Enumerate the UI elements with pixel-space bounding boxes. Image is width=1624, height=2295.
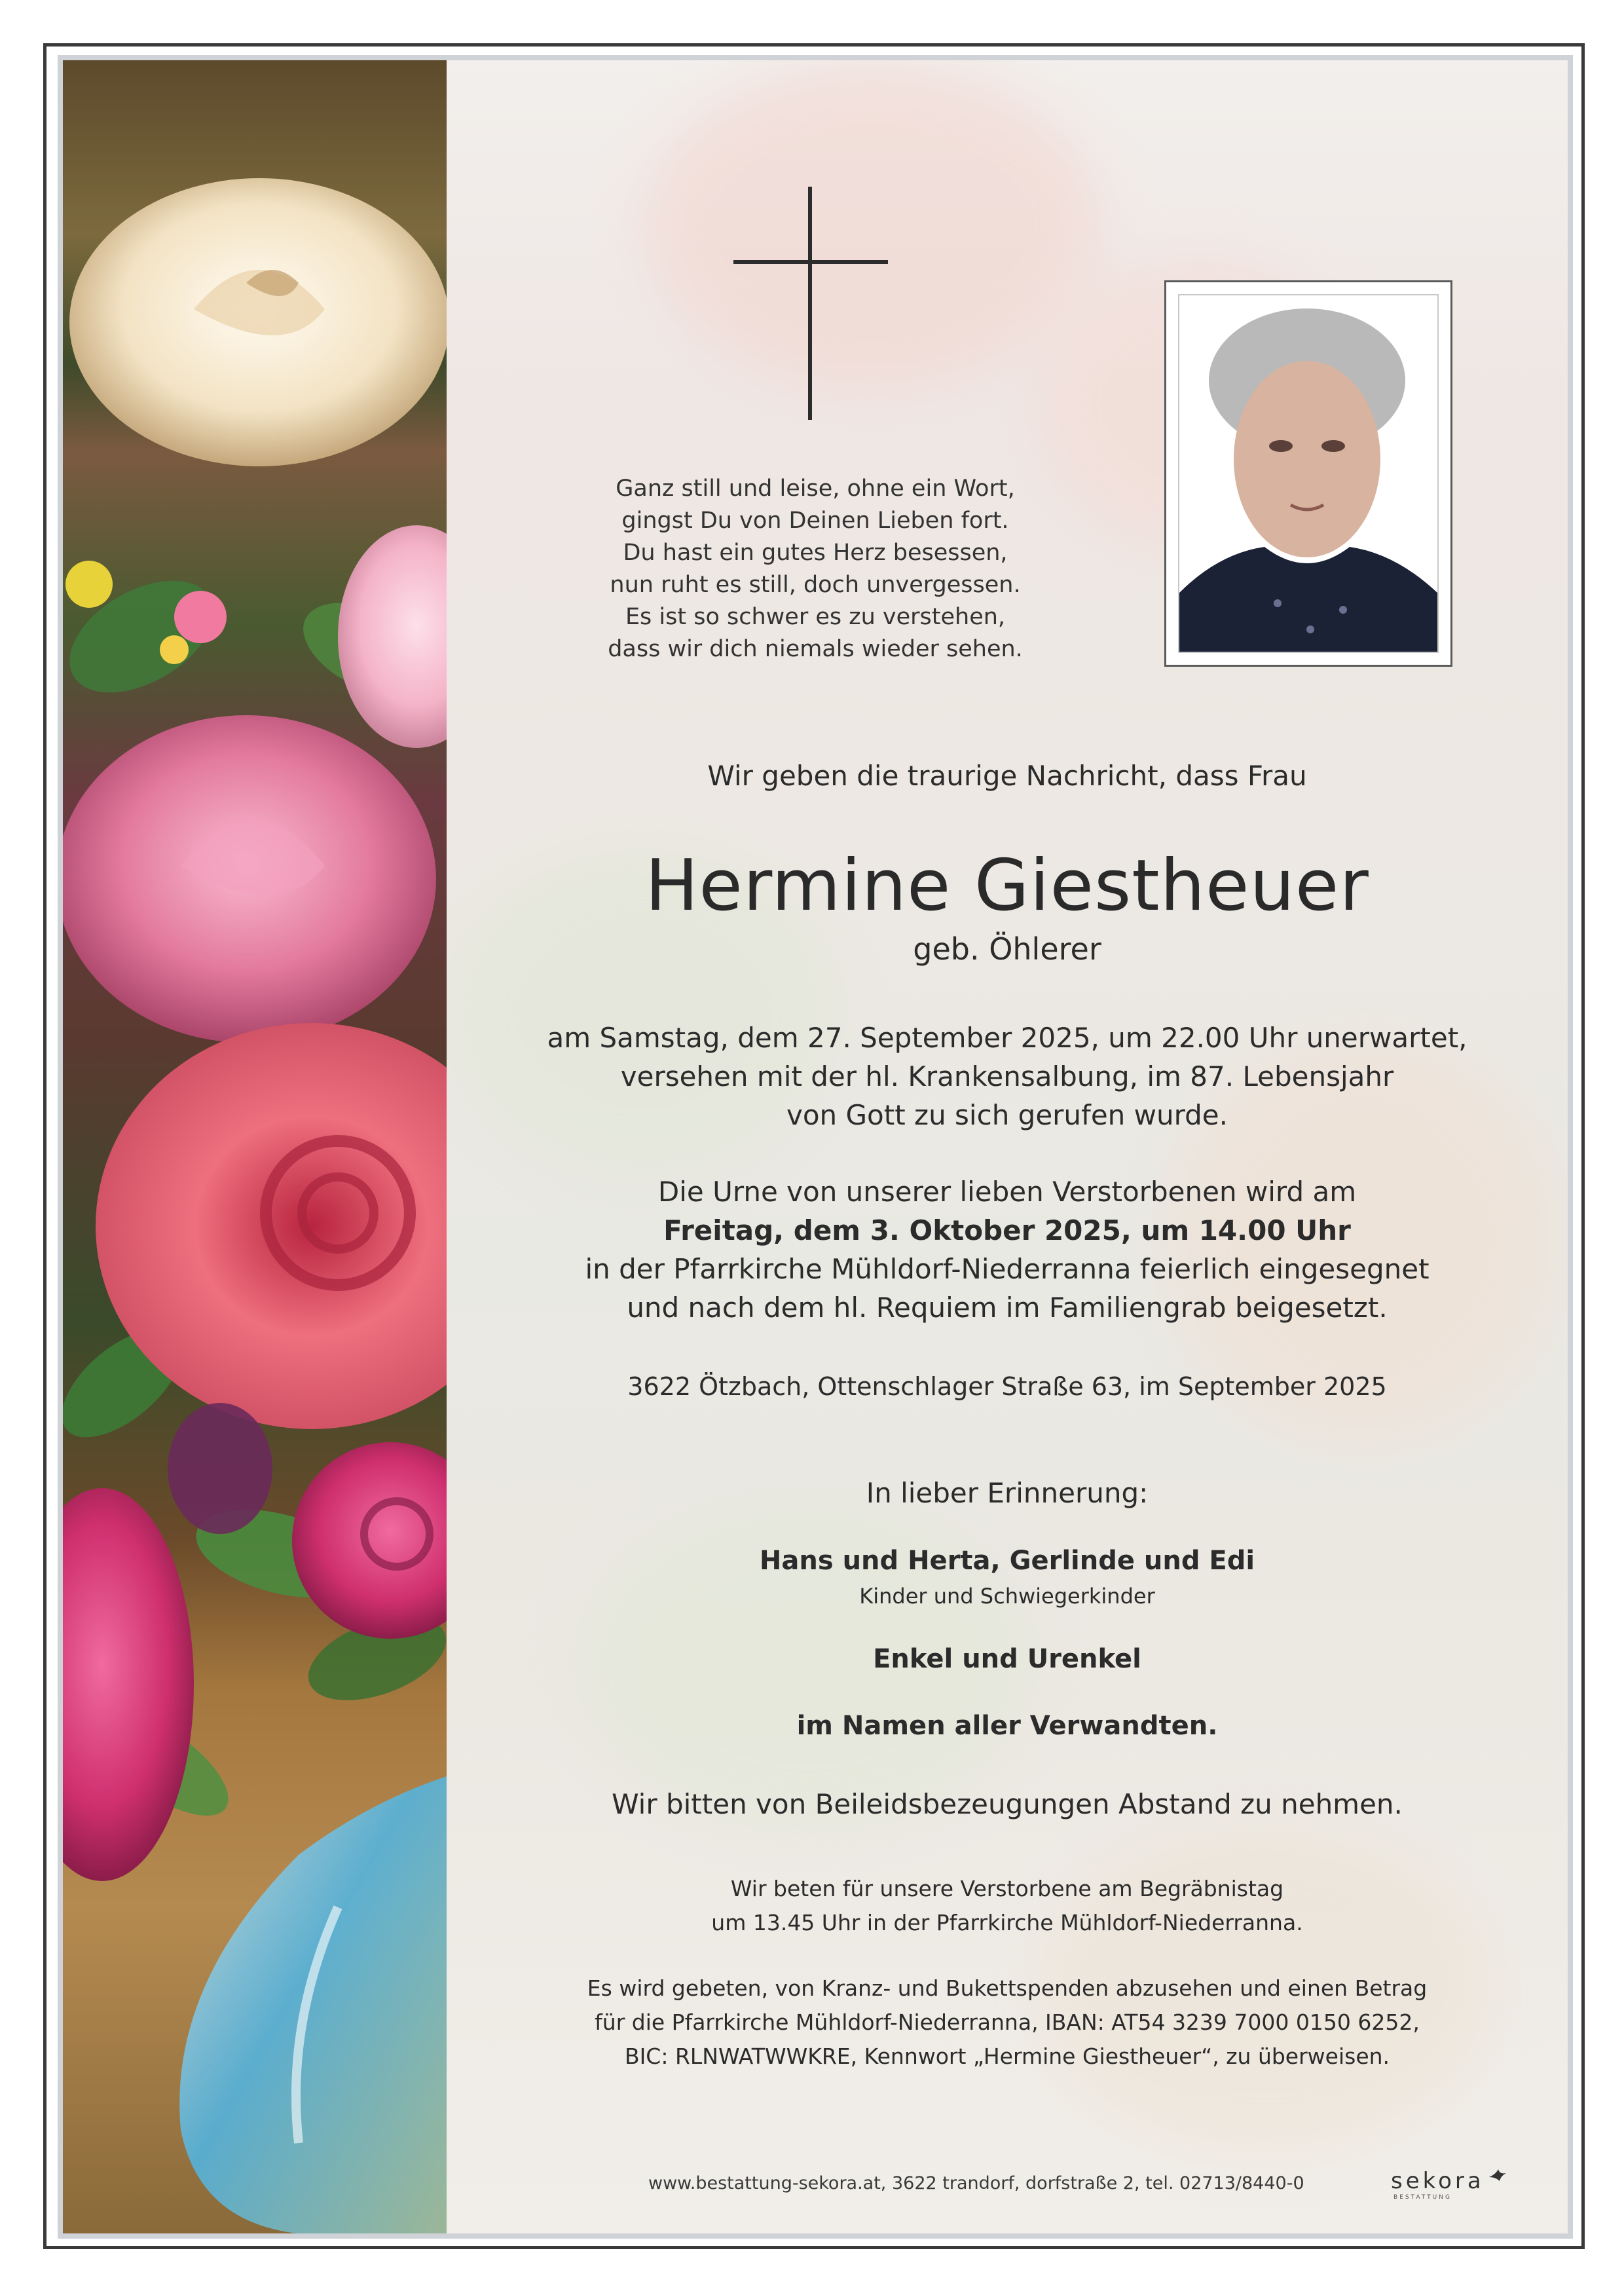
death-notice-line: am Samstag, dem 27. September 2025, um 22.00 Uhr unerwartet, — [547, 1022, 1467, 1054]
donation-notice — [447, 1971, 1568, 2074]
poem-line: Ganz still und leise, ohne ein Wort, — [616, 476, 1015, 502]
maiden-name: geb. Öhlerer — [913, 931, 1101, 967]
memory-heading: In lieber Erinnerung: — [866, 1477, 1149, 1509]
death-notice — [447, 1018, 1568, 1134]
funeral-line: in der Pfarrkirche Mühldorf-Niederranna feierlich eingesegnet — [585, 1253, 1430, 1285]
funeral-notice — [447, 1172, 1568, 1327]
mourner-name: Enkel und Urenkel — [873, 1644, 1141, 1674]
prayer-notice — [447, 1872, 1568, 1940]
footer-contact: www.bestattung-sekora.at, 3622 trandorf, dorfstraße 2, tel. 02713/8440-0 — [648, 2173, 1304, 2193]
logo-name: sekora — [1391, 2168, 1485, 2194]
poem-line: nun ruht es still, doch unvergessen. — [610, 572, 1021, 598]
funeral-line: und nach dem hl. Requiem im Familiengrab beigesetzt. — [627, 1292, 1388, 1324]
mourner-relation: Kinder und Schwiegerkinder — [859, 1584, 1155, 1609]
poem — [537, 473, 1094, 665]
flower-image-strip — [63, 60, 447, 2233]
funeral-date: Freitag, dem 3. Oktober 2025, um 14.00 Uhr — [663, 1214, 1351, 1246]
address-line: 3622 Ötzbach, Ottenschlager Straße 63, im September 2025 — [627, 1372, 1387, 1401]
deceased-name: Hermine Giestheuer — [645, 845, 1369, 927]
sekora-logo — [1391, 2168, 1507, 2201]
prayer-line: um 13.45 Uhr in der Pfarrkirche Mühldorf-Niederranna. — [711, 1910, 1303, 1935]
mourner-name: im Namen aller Verwandten. — [796, 1711, 1218, 1741]
cross-icon — [733, 187, 888, 420]
poem-line: gingst Du von Deinen Lieben fort. — [621, 508, 1009, 534]
roses-illustration — [63, 60, 447, 2233]
portrait-frame — [1164, 280, 1452, 667]
funeral-line: Die Urne von unserer lieben Verstorbenen wird am — [657, 1176, 1357, 1208]
poem-line: dass wir dich niemals wieder sehen. — [608, 636, 1023, 662]
condolence-note: Wir bitten von Beileidsbezeugungen Abstand zu nehmen. — [612, 1788, 1403, 1820]
logo-subtitle: BESTATTUNG — [1393, 2194, 1452, 2201]
donation-line: BIC: RLNWATWWKRE, Kennwort „Hermine Giestheuer“, zu überweisen. — [624, 2043, 1390, 2069]
portrait-photo — [1178, 294, 1439, 653]
mourner-name: Hans und Herta, Gerlinde und Edi — [759, 1546, 1255, 1576]
poem-line: Es ist so schwer es zu verstehen, — [625, 604, 1006, 630]
prayer-line: Wir beten für unsere Verstorbene am Begräbnistag — [730, 1876, 1284, 1901]
death-notice-line: versehen mit der hl. Krankensalbung, im 87. Lebensjahr — [620, 1060, 1394, 1092]
bird-icon — [1488, 2168, 1507, 2182]
poem-line: Du hast ein gutes Herz besessen, — [623, 540, 1008, 566]
donation-line: für die Pfarrkirche Mühldorf-Niederranna, IBAN: AT54 3239 7000 0150 6252, — [595, 2009, 1420, 2035]
donation-line: Es wird gebeten, von Kranz- und Bukettspenden abzusehen und einen Betrag — [587, 1975, 1428, 2001]
intro-text: Wir geben die traurige Nachricht, dass Frau — [707, 760, 1307, 792]
death-notice-line: von Gott zu sich gerufen wurde. — [786, 1099, 1228, 1131]
